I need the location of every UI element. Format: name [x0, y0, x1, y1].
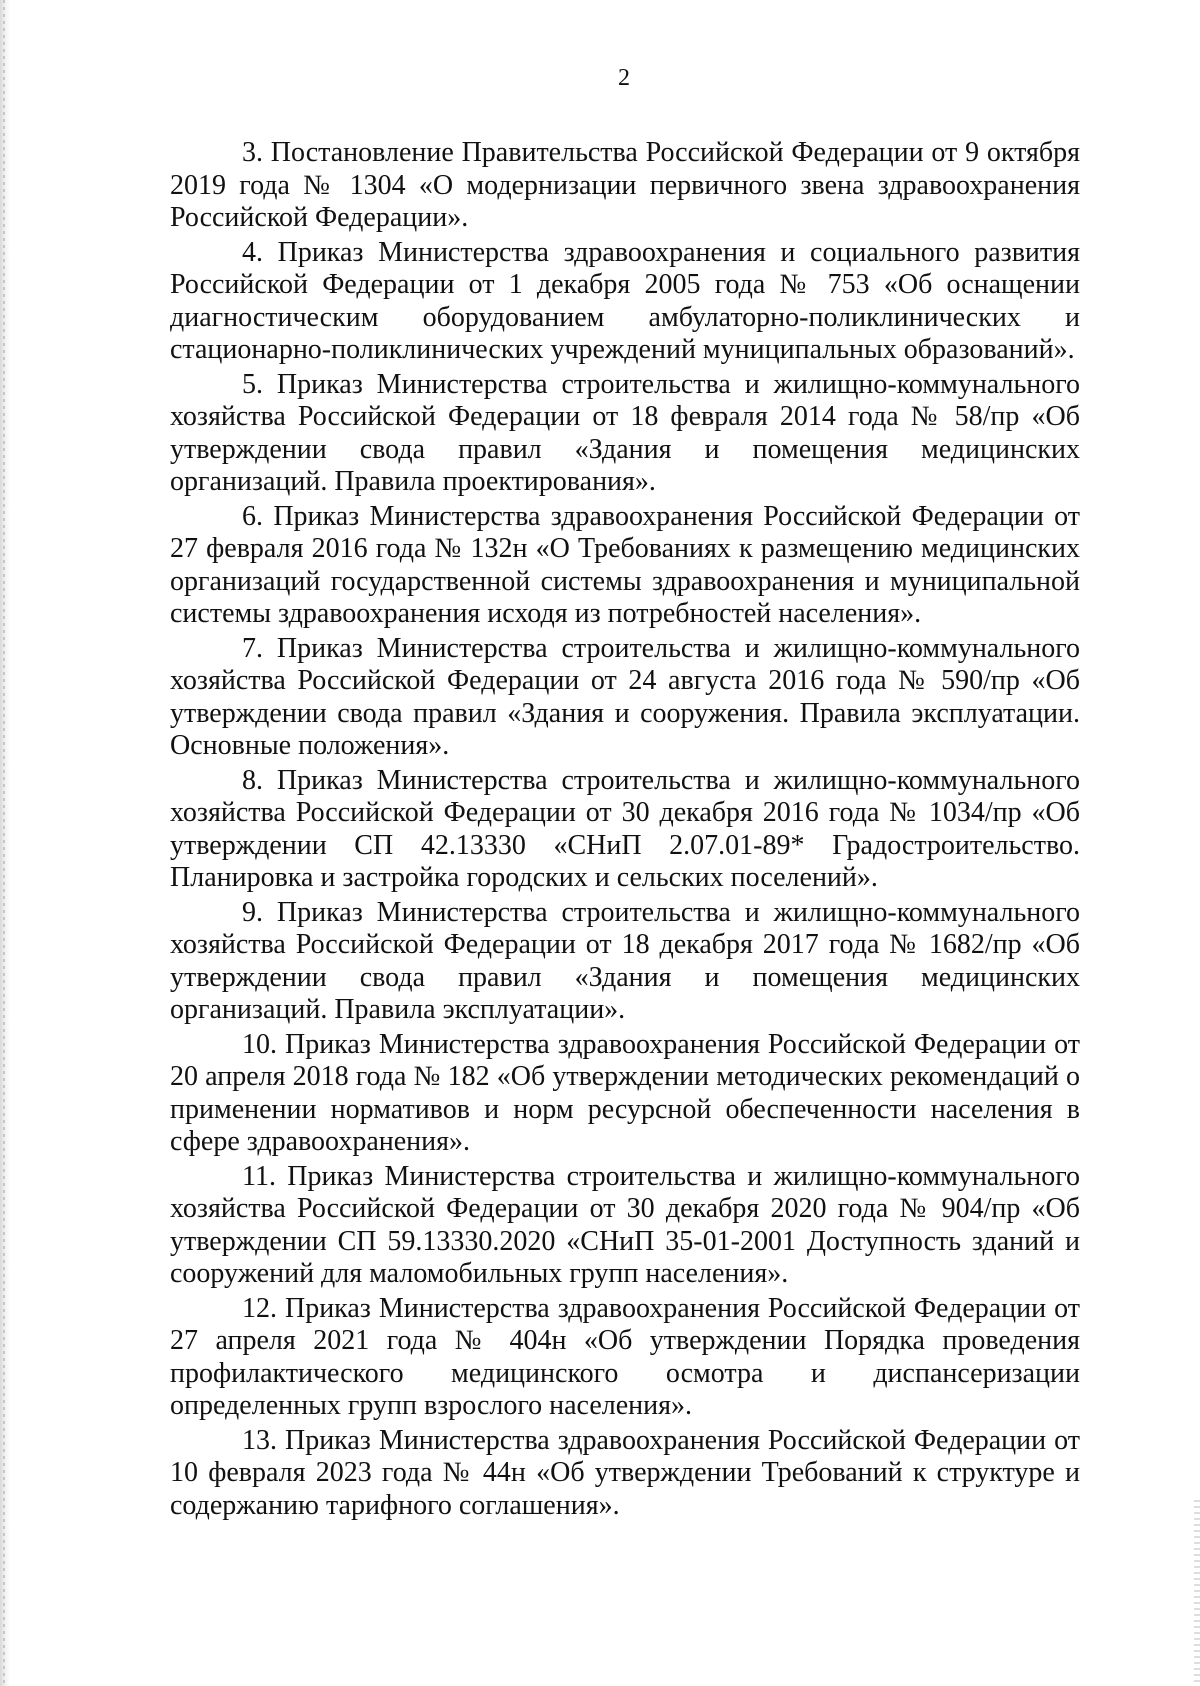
list-item-13: 13. Приказ Министерства здравоохранения Российской Федерации от 10 февраля 2023 года № 44н «Об утверждении Требований к структуре и содержанию тарифного соглашения». [170, 1424, 1080, 1521]
list-item-8: 8. Приказ Министерства строительства и жилищно-коммунального хозяйства Российской Федерации от 30 декабря 2016 года № 1034/пр «Об утверждении СП 42.13330 «СНиП 2.07.01-89* Градостроительство. Планировка и застройка городских и сельских поселений». [170, 764, 1080, 893]
list-item-3: 3. Постановление Правительства Российской Федерации от 9 октября 2019 года № 1304 «О модернизации первичного звена здравоохранения Российской Федерации». [170, 137, 1080, 233]
document-body [170, 137, 1080, 1524]
list-item-5: 5. Приказ Министерства строительства и жилищно-коммунального хозяйства Российской Федерации от 18 февраля 2014 года № 58/пр «Об утверждении свода правил «Здания и помещения медицинских организаций. Правила проектирования». [170, 368, 1080, 497]
list-item-9: 9. Приказ Министерства строительства и жилищно-коммунального хозяйства Российской Федерации от 18 декабря 2017 года № 1682/пр «Об утверждении свода правил «Здания и помещения медицинских организаций. Правила эксплуатации». [170, 896, 1080, 1025]
list-item-4: 4. Приказ Министерства здравоохранения и социального развития Российской Федерации от 1 декабря 2005 года № 753 «Об оснащении диагностическим оборудованием амбулаторно-поликлинических и стационарно-поликлинических учреждений муниципальных образований». [170, 236, 1080, 365]
list-item-12: 12. Приказ Министерства здравоохранения Российской Федерации от 27 апреля 2021 года № 404н «Об утверждении Порядка проведения профилактического медицинского осмотра и диспансеризации определенных групп взрослого населения». [170, 1292, 1080, 1421]
scan-edge-right [1194, 1500, 1200, 1686]
list-item-7: 7. Приказ Министерства строительства и жилищно-коммунального хозяйства Российской Федерации от 24 августа 2016 года № 590/пр «Об утверждении свода правил «Здания и сооружения. Правила эксплуатации. Основные положения». [170, 632, 1080, 761]
list-item-10: 10. Приказ Министерства здравоохранения Российской Федерации от 20 апреля 2018 года № 182 «Об утверждении методических рекомендаций о применении нормативов и норм ресурсной обеспеченности населения в сфере здравоохранения». [170, 1028, 1080, 1157]
list-item-11: 11. Приказ Министерства строительства и жилищно-коммунального хозяйства Российской Федерации от 30 декабря 2020 года № 904/пр «Об утверждении СП 59.13330.2020 «СНиП 35-01-2001 Доступность зданий и сооружений для маломобильных групп населения». [170, 1160, 1080, 1289]
scan-edge-left [0, 0, 10, 1686]
page-number: 2 [618, 65, 630, 91]
list-item-6: 6. Приказ Министерства здравоохранения Российской Федерации от 27 февраля 2016 года № 132н «О Требованиях к размещению медицинских организаций государственной системы здравоохранения и муниципальной системы здравоохранения исходя из потребностей населения». [170, 500, 1080, 629]
